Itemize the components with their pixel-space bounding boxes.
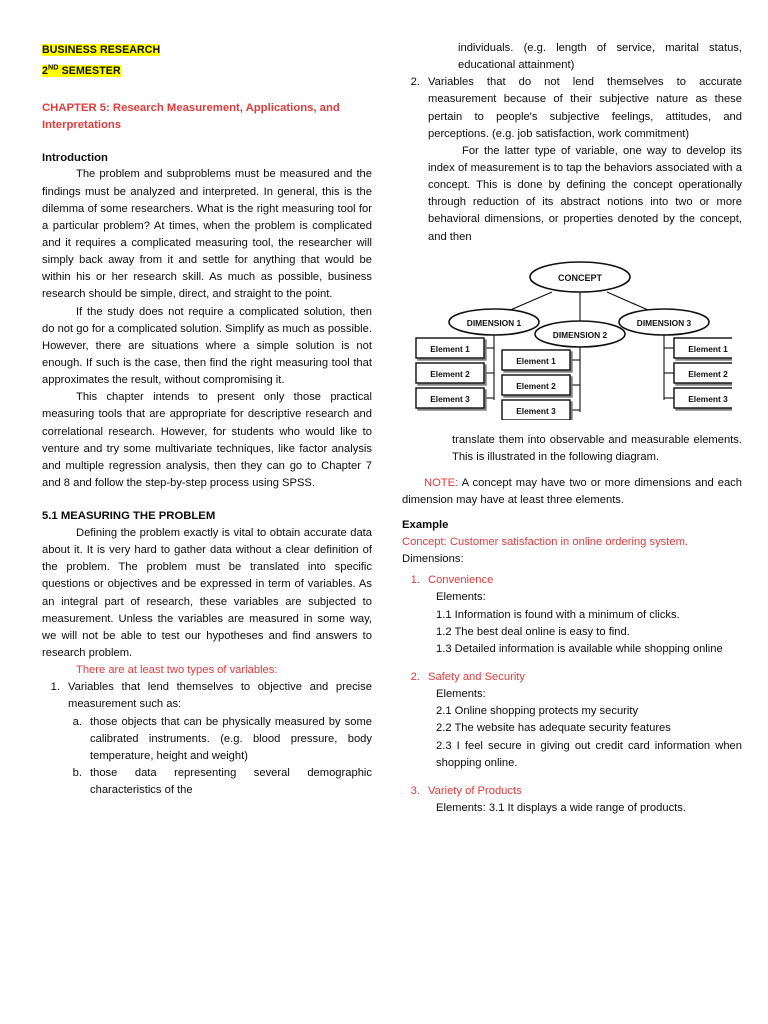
element-text: 1.1 Information is found with a minimum of clicks. [436, 608, 680, 621]
label-dim1-element1: Element 1 [430, 343, 470, 354]
list-marker: b. [72, 766, 82, 779]
element-text: 1.2 The best deal online is easy to find. [436, 625, 630, 638]
intro-paragraph-3: This chapter intends to present only those practical measuring tools that are appropriate for descriptive research and correlational research. However, for students who would like to venture and try some multivariate techniques, like factor analysis and multiple regression analysis, then they can go to Chapter 7 and 8 and follow the step-by-step process using SPSS. [42, 391, 372, 489]
list-item [68, 765, 372, 799]
course-title [42, 40, 372, 59]
list-marker: 2. [410, 671, 420, 684]
dimension-title: Safety and Security [428, 671, 526, 684]
list-item [68, 714, 372, 765]
course-title-line1: BUSINESS RESEARCH [42, 44, 161, 56]
semester-text [42, 62, 121, 77]
continued-subitem-b-text: individuals. (e.g. length of service, marital status, educational attainment) [458, 42, 742, 72]
translate-paragraph: translate them into observable and measurable elements. This is illustrated in the following diagram. [452, 433, 742, 463]
node-dimension1-label: DIMENSION 1 [466, 317, 522, 328]
element-text: 2.2 The website has adequate security features [436, 722, 671, 735]
label-dim1-element3: Element 3 [430, 393, 470, 404]
variable-types-intro: There are at least two types of variables: [76, 664, 278, 677]
note-label: NOTE: [424, 476, 459, 489]
element-text: 2.1 Online shopping protects my security [436, 705, 639, 718]
list-marker: 2. [410, 76, 420, 89]
element-text: 2.3 I feel secure in giving out credit card information when shopping online. [436, 739, 742, 769]
note-text: A concept may have two or more dimensions and each dimension may have at least three elements. [402, 476, 742, 507]
intro-paragraph-1: The problem and subproblems must be measured and the findings must be analyzed and interpreted. In general, this is the dilemma of some researchers. What is the right measuring tool for a particular problem? At times, when the problem is complicated and it requires a complicated measuring tool, the researcher will simply back away from it and settle for anything that would be within his or her research skill. As much as possible, business research should be simple, direct, and straight to the point. [42, 168, 372, 301]
label-dim2-element3: Element 3 [516, 405, 556, 416]
concept-dimension-element-diagram [402, 260, 742, 420]
dimension-title: Convenience [428, 574, 494, 587]
measuring-problem-paragraph: Defining the problem exactly is vital to obtain accurate data about it. It is very hard to gather data without a clear definition of the problem. The problem must be translated into specific questions or objectives and be expressed in term of variables. As an integral part of research, these variables are subjected to measurement. Unless the variables are measured in some way, we will not be able to test our hypotheses and find answers to research problem. [42, 526, 372, 659]
semester-word: SEMESTER [58, 64, 121, 77]
node-dimension3-label: DIMENSION 3 [636, 317, 692, 328]
list-marker: 1. [50, 681, 60, 694]
semester-number: 2 [42, 64, 48, 77]
section-5-1-heading: 5.1 MEASURING THE PROBLEM [42, 510, 216, 523]
list-marker: 1. [410, 574, 420, 587]
elements-label: Elements: [436, 688, 486, 701]
list-item-text: those objects that can be physically measured by some calibrated instruments. (e.g. blood pressure, body temperature, height and weight) [90, 715, 372, 762]
label-dim3-element2: Element 2 [688, 368, 728, 379]
variable-type-2-list [402, 74, 742, 143]
chapter-heading: CHAPTER 5: Research Measurement, Applications, and Interpretations [42, 101, 340, 131]
list-marker: a. [72, 715, 82, 728]
list-item [402, 783, 742, 817]
list-marker: 3. [410, 784, 420, 797]
example-heading: Example [402, 519, 449, 532]
diagram-svg [402, 260, 732, 420]
list-item [42, 679, 372, 799]
left-column [42, 40, 372, 1010]
label-dim2-element2: Element 2 [516, 380, 556, 391]
node-concept-label: CONCEPT [557, 272, 603, 283]
elements-label: Elements: [436, 591, 486, 604]
variable-types-list [42, 679, 372, 799]
example-concept-line: Concept: Customer satisfaction in online ordering system. [402, 536, 689, 549]
element-text: 1.3 Detailed information is available while shopping online [436, 642, 723, 655]
variable-subitems [68, 714, 372, 800]
list-item-text: those data representing several demographic characteristics of the [90, 766, 372, 797]
elements-label: Elements: 3.1 It displays a wide range of products. [436, 802, 686, 815]
list-item [402, 572, 742, 658]
dimensions-label: Dimensions: [402, 553, 464, 566]
dimension-title: Variety of Products [428, 784, 522, 797]
list-item-text: Variables that do not lend themselves to accurate measurement because of their subjective nature as these pertain to people's subjective feelings, attitudes, and perceptions. (e.g. job satisfaction, work commitment) [428, 76, 742, 140]
list-item [402, 74, 742, 143]
latter-variable-paragraph: For the latter type of variable, one way to develop its index of measurement is to tap the behaviors associated with a concept. This is done by defining the concept operationally through reduction of its abstract notions into two or more behavioral dimensions, or properties denoted by the concept, and then [428, 144, 742, 243]
label-dim3-element1: Element 1 [688, 343, 728, 354]
example-dimensions-list [402, 572, 742, 817]
introduction-heading: Introduction [42, 151, 108, 164]
intro-paragraph-2: If the study does not require a complicated solution, then do not go for a complicated solution. Simplify as much as possible. However, there are situations where a simple solution is not enough. If such is the case, then find the right measuring tool that approximates the result, without compromising it. [42, 305, 372, 387]
semester-ordinal-suffix: ND [48, 62, 59, 72]
label-dim1-element2: Element 2 [430, 368, 470, 379]
list-item-text: Variables that lend themselves to objective and precise measurement such as: [68, 681, 372, 711]
list-item [402, 669, 742, 772]
node-dimension2-label: DIMENSION 2 [552, 329, 608, 340]
right-column [402, 40, 742, 1010]
note-paragraph [402, 475, 742, 509]
label-dim2-element1: Element 1 [516, 355, 556, 366]
label-dim3-element3: Element 3 [688, 393, 728, 404]
semester-label [42, 61, 372, 80]
